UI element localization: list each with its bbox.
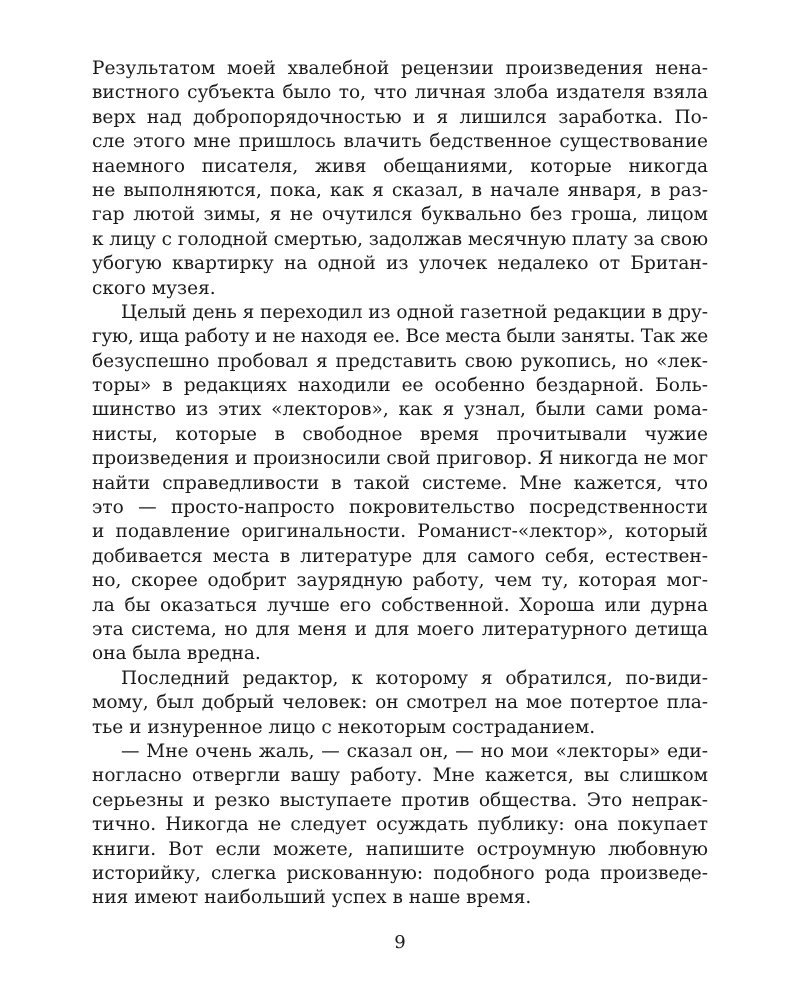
text-line: найти справедливости в такой системе. Мне кажется, что <box>92 472 708 494</box>
text-line: торы» в редакциях находили ее особенно бездарной. Боль- <box>92 375 708 397</box>
text-line: Последний редактор, к которому я обратился, по-види- <box>121 667 708 689</box>
paragraph <box>92 667 708 740</box>
text-line: книги. Вот если можете, напишите остроумную любовную <box>92 838 708 860</box>
text-line: эта система, но для меня и для моего литературного детища <box>92 618 708 640</box>
text-line: добивается места в литературе для самого себя, естествен- <box>92 545 708 567</box>
text-line: Результатом моей хвалебной рецензии произведения нена- <box>92 58 708 79</box>
text-line: убогую квартирку на одной из улочек недалеко от Британ- <box>92 253 708 275</box>
text-line: гар лютой зимы, я не очутился буквально без гроша, лицом <box>92 204 708 226</box>
text-line: ла бы оказаться лучше его собственной. Хороша или дурна <box>92 594 708 616</box>
text-line: и подавление оригинальности. Романист-«лектор», который <box>92 521 708 543</box>
text-line: гую, ища работу и не находя ее. Все места были заняты. Так же <box>92 326 708 348</box>
text-line: но, скорее одобрит заурядную работу, чем ту, которая мог- <box>92 570 708 592</box>
page-number: 9 <box>394 932 406 953</box>
text-line: Целый день я переходил из одной газетной редакции в дру- <box>121 301 708 323</box>
text-line: это — просто-напросто покровительство посредственности <box>92 497 708 519</box>
text-line: ского музея. <box>92 277 216 299</box>
text-line: шинство из этих «лекторов», как я узнал, были сами рома- <box>92 399 708 421</box>
paragraph <box>92 301 708 667</box>
text-line: ния имеют наибольший успех в наше время. <box>92 887 532 909</box>
paragraph <box>92 57 708 301</box>
text-line: тично. Никогда не следует осуждать публику: она покупает <box>92 814 708 836</box>
text-line: тье и изнуренное лицо с некоторым состраданием. <box>92 716 596 738</box>
text-line: ногласно отвергли вашу работу. Мне кажется, вы слишком <box>92 765 708 787</box>
text-line: — Мне очень жаль, — сказал он, — но мои «лекторы» еди- <box>121 740 708 762</box>
text-line: вистного субъекта было то, что личная злоба издателя взяла <box>92 82 708 104</box>
text-line: не выполняются, пока, как я сказал, в начале января, в раз- <box>92 179 708 201</box>
paragraph <box>92 740 708 911</box>
text-line: верх над добропорядочностью и я лишился заработка. По- <box>92 106 708 128</box>
text-line: историйку, слегка рискованную: подобного рода произведе- <box>92 862 708 884</box>
text-line: безуспешно пробовал я представить свою рукопись, но «лек- <box>92 350 708 372</box>
text-line: наемного писателя, живя обещаниями, которые никогда <box>92 155 708 177</box>
text-line: к лицу с голодной смертью, задолжав месячную плату за свою <box>92 228 708 250</box>
text-line: нисты, которые в свободное время прочитывали чужие <box>92 423 708 445</box>
text-line: мому, был добрый человек: он смотрел на мое потертое пла- <box>92 692 708 714</box>
body-text <box>92 57 708 911</box>
text-line: она была вредна. <box>92 643 261 665</box>
text-line: серьезны и резко выступаете против общества. Это непрак- <box>92 789 708 811</box>
text-line: произведения и произносили свой приговор. Я никогда не мог <box>92 448 708 470</box>
text-line: сле этого мне пришлось влачить бедственное существование <box>92 131 708 153</box>
